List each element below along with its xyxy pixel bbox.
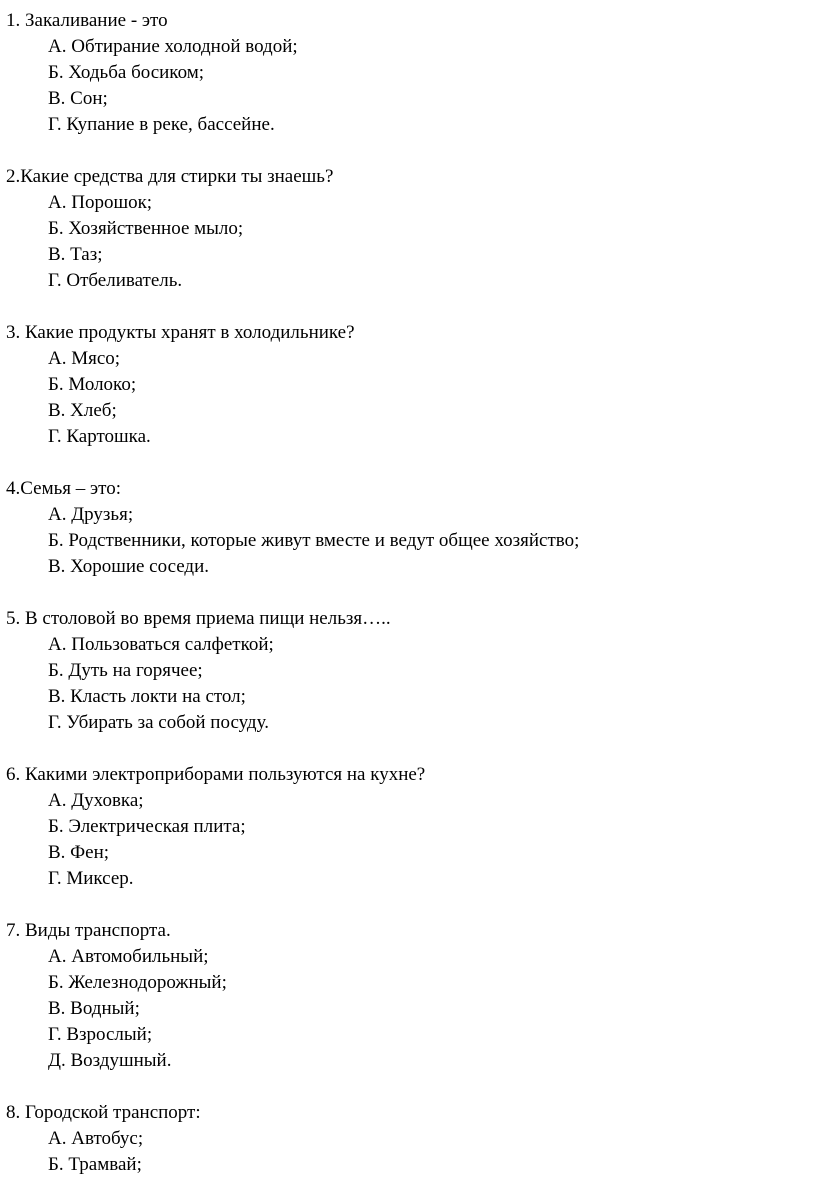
question-block-2 <box>6 164 776 294</box>
question-option: В. Хорошие соседи. <box>48 556 210 577</box>
question-option: Д. Воздушный. <box>48 1050 172 1071</box>
question-option: В. Хлеб; <box>48 400 117 421</box>
question-option: В. Таз; <box>48 244 103 265</box>
paragraph-spacer <box>6 138 776 164</box>
question-stem: 7. Виды транспорта. <box>6 920 171 941</box>
question-block-6 <box>6 762 776 892</box>
question-option: В. Класть локти на стол; <box>48 686 246 707</box>
question-block-7 <box>6 918 776 1074</box>
question-block-1 <box>6 8 776 138</box>
question-option: А. Обтирание холодной водой; <box>48 36 298 57</box>
question-option: В. Сон; <box>48 88 108 109</box>
paragraph-spacer <box>6 1074 776 1100</box>
question-stem: 3. Какие продукты хранят в холодильнике? <box>6 322 355 343</box>
paragraph-spacer <box>6 892 776 918</box>
question-option: А. Автобус; <box>48 1128 144 1149</box>
question-option: Б. Железнодорожный; <box>48 972 227 993</box>
question-block-5 <box>6 606 776 736</box>
question-block-8 <box>6 1100 776 1178</box>
question-option: В. Водный; <box>48 998 140 1019</box>
paragraph-spacer <box>6 580 776 606</box>
question-stem: 4.Семья – это: <box>6 478 122 499</box>
question-option: Г. Отбеливатель. <box>48 270 183 291</box>
question-stem: 1. Закаливание - это <box>6 10 168 31</box>
question-option: Б. Молоко; <box>48 374 137 395</box>
question-option: А. Пользоваться салфеткой; <box>48 634 274 655</box>
paragraph-spacer <box>6 294 776 320</box>
question-option: Б. Трамвай; <box>48 1154 142 1175</box>
question-option: Г. Купание в реке, бассейне. <box>48 114 275 135</box>
question-stem: 5. В столовой во время приема пищи нельзя….. <box>6 608 391 629</box>
question-option: Б. Ходьба босиком; <box>48 62 205 83</box>
question-stem: 2.Какие средства для стирки ты знаешь? <box>6 166 334 187</box>
question-option: Б. Родственники, которые живут вместе и ведут общее хозяйство; <box>48 530 580 551</box>
question-option: Г. Картошка. <box>48 426 151 447</box>
question-option: Г. Миксер. <box>48 868 134 889</box>
question-option: Г. Взрослый; <box>48 1024 153 1045</box>
question-block-3 <box>6 320 776 450</box>
question-option: А. Порошок; <box>48 192 153 213</box>
question-stem: 8. Городской транспорт: <box>6 1102 201 1123</box>
question-option: Б. Хозяйственное мыло; <box>48 218 244 239</box>
paragraph-spacer <box>6 736 776 762</box>
question-option: А. Автомобильный; <box>48 946 209 967</box>
paragraph-spacer <box>6 450 776 476</box>
question-option: Б. Электрическая плита; <box>48 816 246 837</box>
question-block-4 <box>6 476 776 580</box>
question-option: А. Друзья; <box>48 504 134 525</box>
question-option: В. Фен; <box>48 842 110 863</box>
question-option: Б. Дуть на горячее; <box>48 660 203 681</box>
question-stem: 6. Какими электроприборами пользуются на кухне? <box>6 764 426 785</box>
question-option: А. Мясо; <box>48 348 121 369</box>
question-option: А. Духовка; <box>48 790 144 811</box>
question-option: Г. Убирать за собой посуду. <box>48 712 269 733</box>
